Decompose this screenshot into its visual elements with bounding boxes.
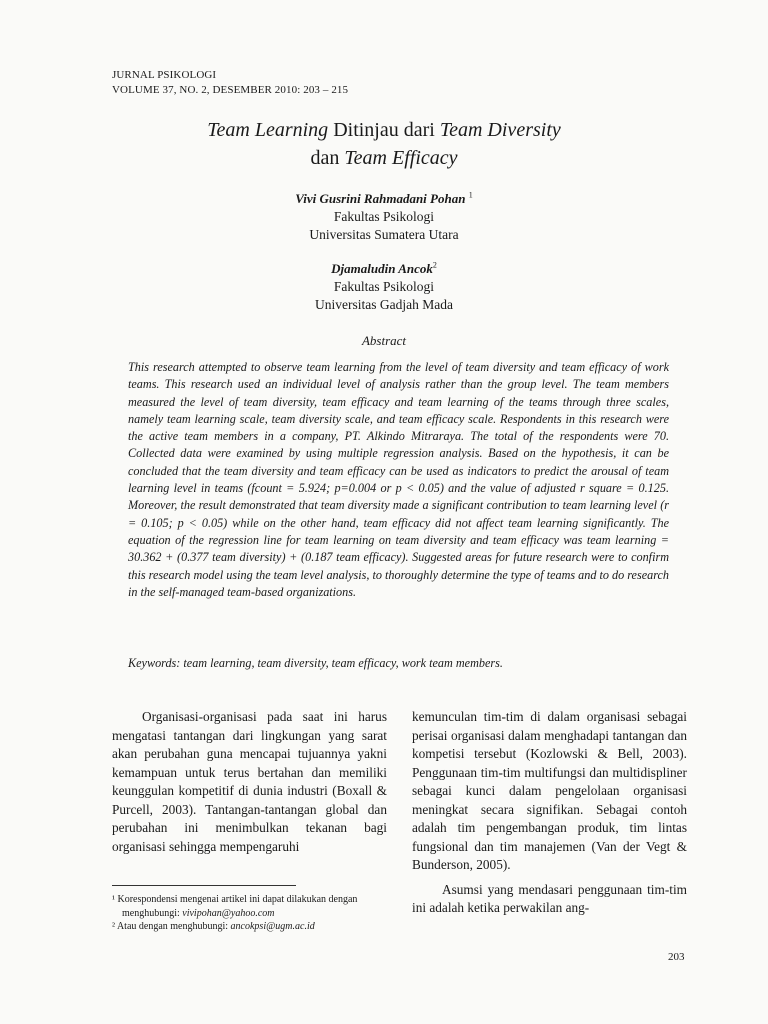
author-name: Vivi Gusrini Rahmadani Pohan $^1$: [295, 191, 473, 207]
page-number: 203: [668, 951, 685, 963]
author-name: Djamaludin Ancok$^2$: [331, 261, 437, 277]
body-paragraph: kemunculan tim-tim di dalam organisasi sebagai perisai organisasi dalam menghadapi tantangan dan kompetisi tersebut (Kozlowski & Bell, 2003). Penggunaan tim-tim multifungsi dan multidispliner sebagai kunci dalam pengelolaan organisasi meningkat secara signifikan. Sebagai contoh adalah tim pengembangan produk, tim lintas fungsional dan tim manajemen (Van der Vegt & Bunderson, 2005).: [412, 709, 687, 872]
footnotes: [112, 893, 388, 934]
footnote-email-1[interactable]: vivipohan@yahoo.com: [182, 907, 275, 919]
article-title: [0, 116, 768, 172]
title-connector-dan: dan: [310, 147, 345, 169]
title-term-team-diversity: Team Diversity: [439, 119, 561, 141]
body-column-left: [112, 708, 387, 856]
footnote-2: ² Atau dengan menghubungi: ancokpsi@ugm.ac.id: [112, 921, 315, 932]
body-paragraph: Organisasi-organisasi pada saat ini harus mengatasi tantangan dari lingkungan yang sarat akan perubahan guna mencapai tujuannya yakni kemampuan untuk terus bertahan dan memiliki keunggulan kompetitif di dunia industri (Boxall & Purcell, 2003). Tantangan-tantangan global dan perubahan ini menimbulkan tekanan bagi organisasi sehingga mempengaruhi: [112, 709, 387, 854]
title-line-1: [0, 116, 768, 144]
footnote-divider: [112, 885, 296, 886]
title-line-2: [0, 144, 768, 172]
author-faculty: Fakultas Psikologi: [333, 209, 435, 225]
body-column-right: [412, 708, 687, 918]
author-footnote-mark: 2: [432, 261, 437, 270]
journal-name: JURNAL PSIKOLOGI: [112, 69, 217, 81]
footnote-email-2[interactable]: ancokpsi@ugm.ac.id: [230, 921, 315, 932]
abstract-heading: Abstract: [361, 333, 407, 348]
abstract-text: This research attempted to observe team learning from the level of team diversity and team efficacy of work teams. This research used an individual level of analysis rather than the group level. The team members measured the level of team diversity, team efficacy and team learning of the teams through three scales, namely team learning scale, team diversity scale, and team efficacy scale. Respondents in this research were the active team members in a company, PT. Alkindo Mitraraya. The total of the respondents were 70. Collected data were examined by using multiple regression analysis. Based on the hypothesis, it can be concluded that the team diversity and team efficacy can be used as indicators to predict the arousal of team learning level in teams (fcount = 5.924; p=0.004 or p < 0.05) and the value of adjusted r square = 0.125. Moreover, the result demonstrated that team diversity made a significant contribution to team learning level (r = 0.105; p < 0.05) while on the other hand, team efficacy did not affect team learning significantly. The equation of the regression line for team learning on team diversity and team efficacy was team learning = 30.362 + (0.377 team diversity) + (0.187 team efficacy). Suggested areas for future research were to confirm this research model using the team level analysis, to thoroughly determine the type of teams and to do research in the self-managed team-based organizations.: [128, 360, 669, 599]
body-paragraph: Asumsi yang mendasari penggunaan tim-tim ini adalah ketika perwakilan ang-: [412, 881, 687, 915]
author-2: [0, 257, 768, 314]
title-term-team-efficacy: Team Efficacy: [344, 147, 458, 169]
journal-volume: VOLUME 37, NO. 2, DESEMBER 2010: 203 – 215: [112, 84, 349, 96]
author-faculty: Fakultas Psikologi: [333, 279, 435, 295]
footnote-1: ¹ Korespondensi mengenai artikel ini dapat dilakukan dengan menghubungi: vivipohan@yahoo.com: [112, 894, 358, 919]
title-term-team-learning: Team Learning: [207, 119, 329, 141]
title-connector: Ditinjau dari: [328, 119, 440, 141]
keywords: Keywords: team learning, team diversity, team efficacy, work team members.: [128, 656, 503, 670]
author-1: [0, 187, 768, 244]
journal-header: [112, 68, 348, 98]
author-university: Universitas Sumatera Utara: [309, 227, 459, 243]
author-footnote-mark: 1: [468, 191, 473, 200]
author-university: Universitas Gadjah Mada: [315, 297, 453, 313]
